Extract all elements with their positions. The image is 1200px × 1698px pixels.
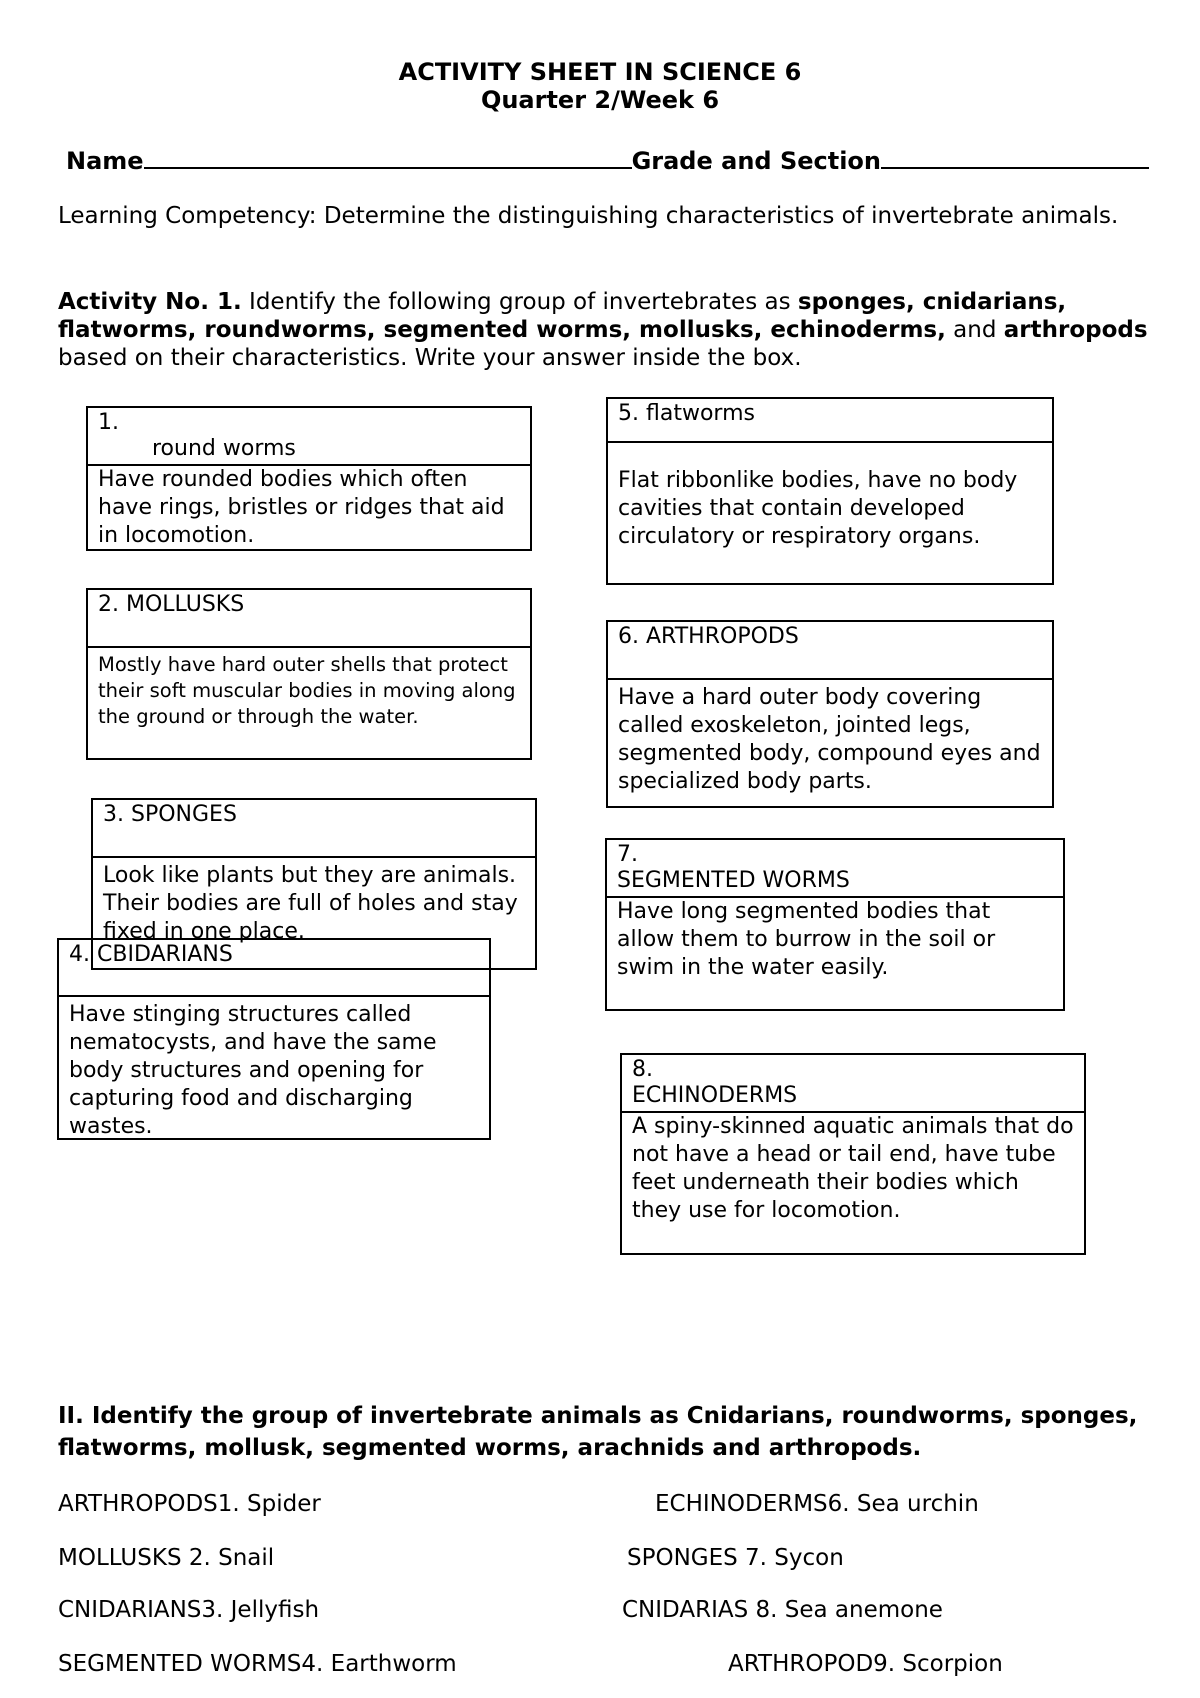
answer-box-header: 5. flatworms bbox=[608, 399, 1052, 443]
answer-item: MOLLUSKS 2. Snail bbox=[58, 1545, 275, 1571]
answer-item: CNIDARIANS3. Jellyfish bbox=[58, 1597, 320, 1623]
activity1-label: Activity No. 1. bbox=[58, 289, 242, 315]
box-description: Have a hard outer body covering called exoskeleton, jointed legs, segmented body, compound eyes and specialized body parts. bbox=[618, 685, 1041, 794]
answer-box-8 bbox=[620, 1053, 1086, 1255]
box-description: Have long segmented bodies that allow them to burrow in the soil or swim in the water easily. bbox=[617, 899, 996, 980]
section2-instructions: II. Identify the group of invertebrate animals as Cnidarians, roundworms, sponges, flatworms, mollusk, segmented worms, arachnids and arthropods. bbox=[58, 1403, 1138, 1461]
name-label: Name bbox=[66, 147, 144, 175]
answer-text[interactable]: ECHINODERMS bbox=[632, 1083, 798, 1108]
answer-text[interactable]: flatworms bbox=[646, 401, 755, 426]
answer-box-header: 7. SEGMENTED WORMS bbox=[607, 840, 1063, 898]
name-field[interactable] bbox=[144, 147, 632, 169]
box-description: A spiny-skinned aquatic animals that do not have a head or tail end, have tube feet underneath their bodies which they use for locomotion. bbox=[632, 1114, 1074, 1223]
answer-item: SPONGES 7. Sycon bbox=[627, 1545, 844, 1571]
box-description: Mostly have hard outer shells that protect their soft muscular bodies in moving along the ground or through the water. bbox=[98, 653, 516, 728]
answer-text[interactable]: SEGMENTED WORMS bbox=[617, 868, 850, 893]
answer-item: ECHINODERMS6. Sea urchin bbox=[655, 1491, 979, 1517]
answer-box-header: 1. round worms bbox=[88, 408, 530, 466]
answer-item: CNIDARIAS 8. Sea anemone bbox=[622, 1597, 943, 1623]
box-description: Flat ribbonlike bodies, have no body cavities that contain developed circulatory or respiratory organs. bbox=[618, 468, 1018, 549]
answer-box-1 bbox=[86, 406, 532, 551]
box-description: Have rounded bodies which often have rings, bristles or ridges that aid in locomotion. bbox=[98, 467, 505, 548]
answer-text[interactable]: MOLLUSKS bbox=[126, 592, 245, 617]
answer-item: ARTHROPODS1. Spider bbox=[58, 1491, 321, 1517]
answer-text[interactable]: round worms bbox=[152, 436, 296, 461]
answer-box-2 bbox=[86, 588, 532, 760]
answer-box-7 bbox=[605, 838, 1065, 1011]
answer-box-header: 3. SPONGES bbox=[93, 800, 535, 858]
answer-text[interactable]: SPONGES bbox=[131, 802, 237, 827]
grade-section-label: Grade and Section bbox=[631, 147, 881, 175]
answer-item: SEGMENTED WORMS4. Earthworm bbox=[58, 1651, 457, 1677]
grade-section-field[interactable] bbox=[881, 147, 1149, 169]
answer-box-header: 2. MOLLUSKS bbox=[88, 590, 530, 648]
answer-text[interactable]: ARTHROPODS bbox=[646, 624, 799, 649]
student-info-row bbox=[66, 146, 1149, 176]
box-description: Have stinging structures called nematocysts, and have the same body structures and opening for capturing food and discharging wastes. bbox=[69, 1002, 437, 1139]
answer-box-6 bbox=[606, 620, 1054, 808]
answer-box-header: 8. ECHINODERMS bbox=[622, 1055, 1084, 1113]
answer-item: ARTHROPOD9. Scorpion bbox=[728, 1651, 1003, 1677]
answer-box-header: 4. CBIDARIANS bbox=[59, 940, 489, 997]
answer-box-5 bbox=[606, 397, 1054, 585]
answer-box-header: 6. ARTHROPODS bbox=[608, 622, 1052, 680]
box-description: Look like plants but they are animals. Their bodies are full of holes and stay fixed in one place. bbox=[103, 863, 518, 944]
page-subtitle: Quarter 2/Week 6 bbox=[480, 86, 720, 114]
answer-text[interactable]: CBIDARIANS bbox=[97, 942, 233, 967]
activity1-instructions: Activity No. 1. Identify the following group of invertebrates as sponges, cnidarians, flatworms, roundworms, segmented worms, mollusks, echinoderms, and arthropods based on their characteristics. Write your answer inside the box. bbox=[58, 289, 1148, 371]
learning-competency: Learning Competency: Determine the distinguishing characteristics of invertebrate animals. bbox=[58, 203, 1119, 229]
answer-box-3 bbox=[91, 798, 537, 970]
page-title: ACTIVITY SHEET IN SCIENCE 6 bbox=[398, 58, 802, 86]
